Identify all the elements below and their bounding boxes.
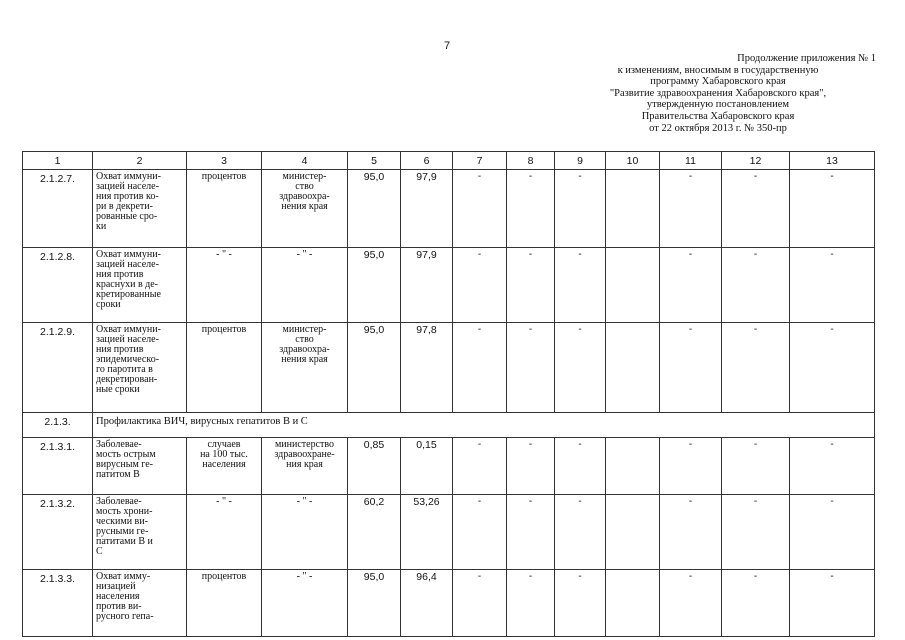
indicator-name: Охват иммуни- зацией населе- ния против краснухи в де- кретированные сроки: [93, 248, 187, 323]
table-row: [23, 570, 875, 637]
table-row: [23, 438, 875, 495]
value-cell: -: [660, 248, 722, 323]
value-cell: 95,0: [348, 323, 401, 413]
value-cell: -: [507, 323, 555, 413]
value-cell: 0,85: [348, 438, 401, 495]
column-number-row: [23, 152, 875, 170]
table-row: [23, 170, 875, 248]
appendix-header: [560, 53, 876, 134]
value-cell: 95,0: [348, 570, 401, 637]
value-cell: -: [790, 570, 875, 637]
value-cell: -: [660, 323, 722, 413]
value-cell: 95,0: [348, 170, 401, 248]
value-cell: 0,15: [401, 438, 453, 495]
indicator-name: Заболевае- мость острым вирусным ге- патитом В: [93, 438, 187, 495]
value-cell: -: [790, 323, 875, 413]
unit-cell: процентов: [187, 323, 262, 413]
value-cell: -: [660, 438, 722, 495]
appendix-title: Продолжение приложения № 1: [737, 53, 876, 64]
table-row: [23, 248, 875, 323]
value-cell: -: [453, 248, 507, 323]
value-cell: -: [453, 570, 507, 637]
responsible-org-cell: - " -: [262, 570, 348, 637]
column-header: 9: [555, 152, 606, 170]
value-cell: -: [790, 248, 875, 323]
unit-cell: процентов: [187, 570, 262, 637]
responsible-org-cell: - " -: [262, 248, 348, 323]
value-cell: -: [555, 323, 606, 413]
value-cell: -: [722, 495, 790, 570]
value-cell: -: [555, 170, 606, 248]
column-header: 13: [790, 152, 875, 170]
value-cell: -: [507, 170, 555, 248]
table-row: [23, 323, 875, 413]
section-title: Профилактика ВИЧ, вирусных гепатитов В и С: [93, 413, 875, 438]
column-header: 11: [660, 152, 722, 170]
value-cell: 96,4: [401, 570, 453, 637]
appendix-subtitle: к изменениям, вносимым в государственную программу Хабаровского края "Развитие здравоохранения Хабаровского края", утвержденную постановлением Правительства Хабаровского края от 22 октября 2013 г. № 350-пр: [609, 64, 827, 134]
responsible-org-cell: министер- ство здравоохра- нения края: [262, 323, 348, 413]
column-header: 7: [453, 152, 507, 170]
value-cell: -: [507, 248, 555, 323]
value-cell: -: [790, 495, 875, 570]
page-number: 7: [444, 40, 451, 52]
indicator-name: Охват имму- низацией населения против ви- русного гепа-: [93, 570, 187, 637]
indicator-name: Охват иммуни- зацией населе- ния против ко- ри в декрети- рованные сро- ки: [93, 170, 187, 248]
column-header: 8: [507, 152, 555, 170]
column-header: 3: [187, 152, 262, 170]
value-cell: -: [453, 323, 507, 413]
value-cell: -: [507, 438, 555, 495]
row-code: 2.1.3.2.: [23, 495, 93, 570]
column-header: 1: [23, 152, 93, 170]
value-cell: -: [660, 570, 722, 637]
value-cell: -: [722, 570, 790, 637]
indicator-name: Охват иммуни- зацией населе- ния против эпидемическо- го паротита в декретирован- ные сроки: [93, 323, 187, 413]
value-cell: 97,9: [401, 170, 453, 248]
value-cell: -: [790, 170, 875, 248]
value-cell: 60,2: [348, 495, 401, 570]
table-row: [23, 495, 875, 570]
value-cell: [606, 570, 660, 637]
value-cell: 95,0: [348, 248, 401, 323]
value-cell: -: [722, 248, 790, 323]
value-cell: [606, 170, 660, 248]
value-cell: -: [507, 495, 555, 570]
value-cell: -: [722, 438, 790, 495]
section-row: [23, 413, 875, 438]
value-cell: -: [660, 495, 722, 570]
row-code: 2.1.3.3.: [23, 570, 93, 637]
row-code: 2.1.3.1.: [23, 438, 93, 495]
row-code: 2.1.2.7.: [23, 170, 93, 248]
section-code: 2.1.3.: [23, 413, 93, 438]
value-cell: -: [453, 495, 507, 570]
responsible-org-cell: министерство здравоохране- ния края: [262, 438, 348, 495]
value-cell: -: [790, 438, 875, 495]
row-code: 2.1.2.9.: [23, 323, 93, 413]
value-cell: [606, 323, 660, 413]
value-cell: -: [722, 323, 790, 413]
value-cell: 97,9: [401, 248, 453, 323]
value-cell: -: [722, 170, 790, 248]
value-cell: -: [555, 248, 606, 323]
column-header: 12: [722, 152, 790, 170]
unit-cell: - " -: [187, 248, 262, 323]
value-cell: -: [507, 570, 555, 637]
unit-cell: случаев на 100 тыс. населения: [187, 438, 262, 495]
column-header: 5: [348, 152, 401, 170]
value-cell: 53,26: [401, 495, 453, 570]
value-cell: -: [660, 170, 722, 248]
responsible-org-cell: министер- ство здравоохра- нения края: [262, 170, 348, 248]
column-header: 4: [262, 152, 348, 170]
value-cell: -: [453, 438, 507, 495]
value-cell: -: [555, 495, 606, 570]
row-code: 2.1.2.8.: [23, 248, 93, 323]
unit-cell: процентов: [187, 170, 262, 248]
value-cell: [606, 438, 660, 495]
value-cell: [606, 248, 660, 323]
unit-cell: - " -: [187, 495, 262, 570]
value-cell: -: [453, 170, 507, 248]
indicators-table: [22, 151, 875, 637]
column-header: 6: [401, 152, 453, 170]
column-header: 2: [93, 152, 187, 170]
responsible-org-cell: - " -: [262, 495, 348, 570]
value-cell: -: [555, 438, 606, 495]
indicator-name: Заболевае- мость хрони- ческими ви- русными ге- патитами В и С: [93, 495, 187, 570]
value-cell: 97,8: [401, 323, 453, 413]
value-cell: [606, 495, 660, 570]
value-cell: -: [555, 570, 606, 637]
column-header: 10: [606, 152, 660, 170]
